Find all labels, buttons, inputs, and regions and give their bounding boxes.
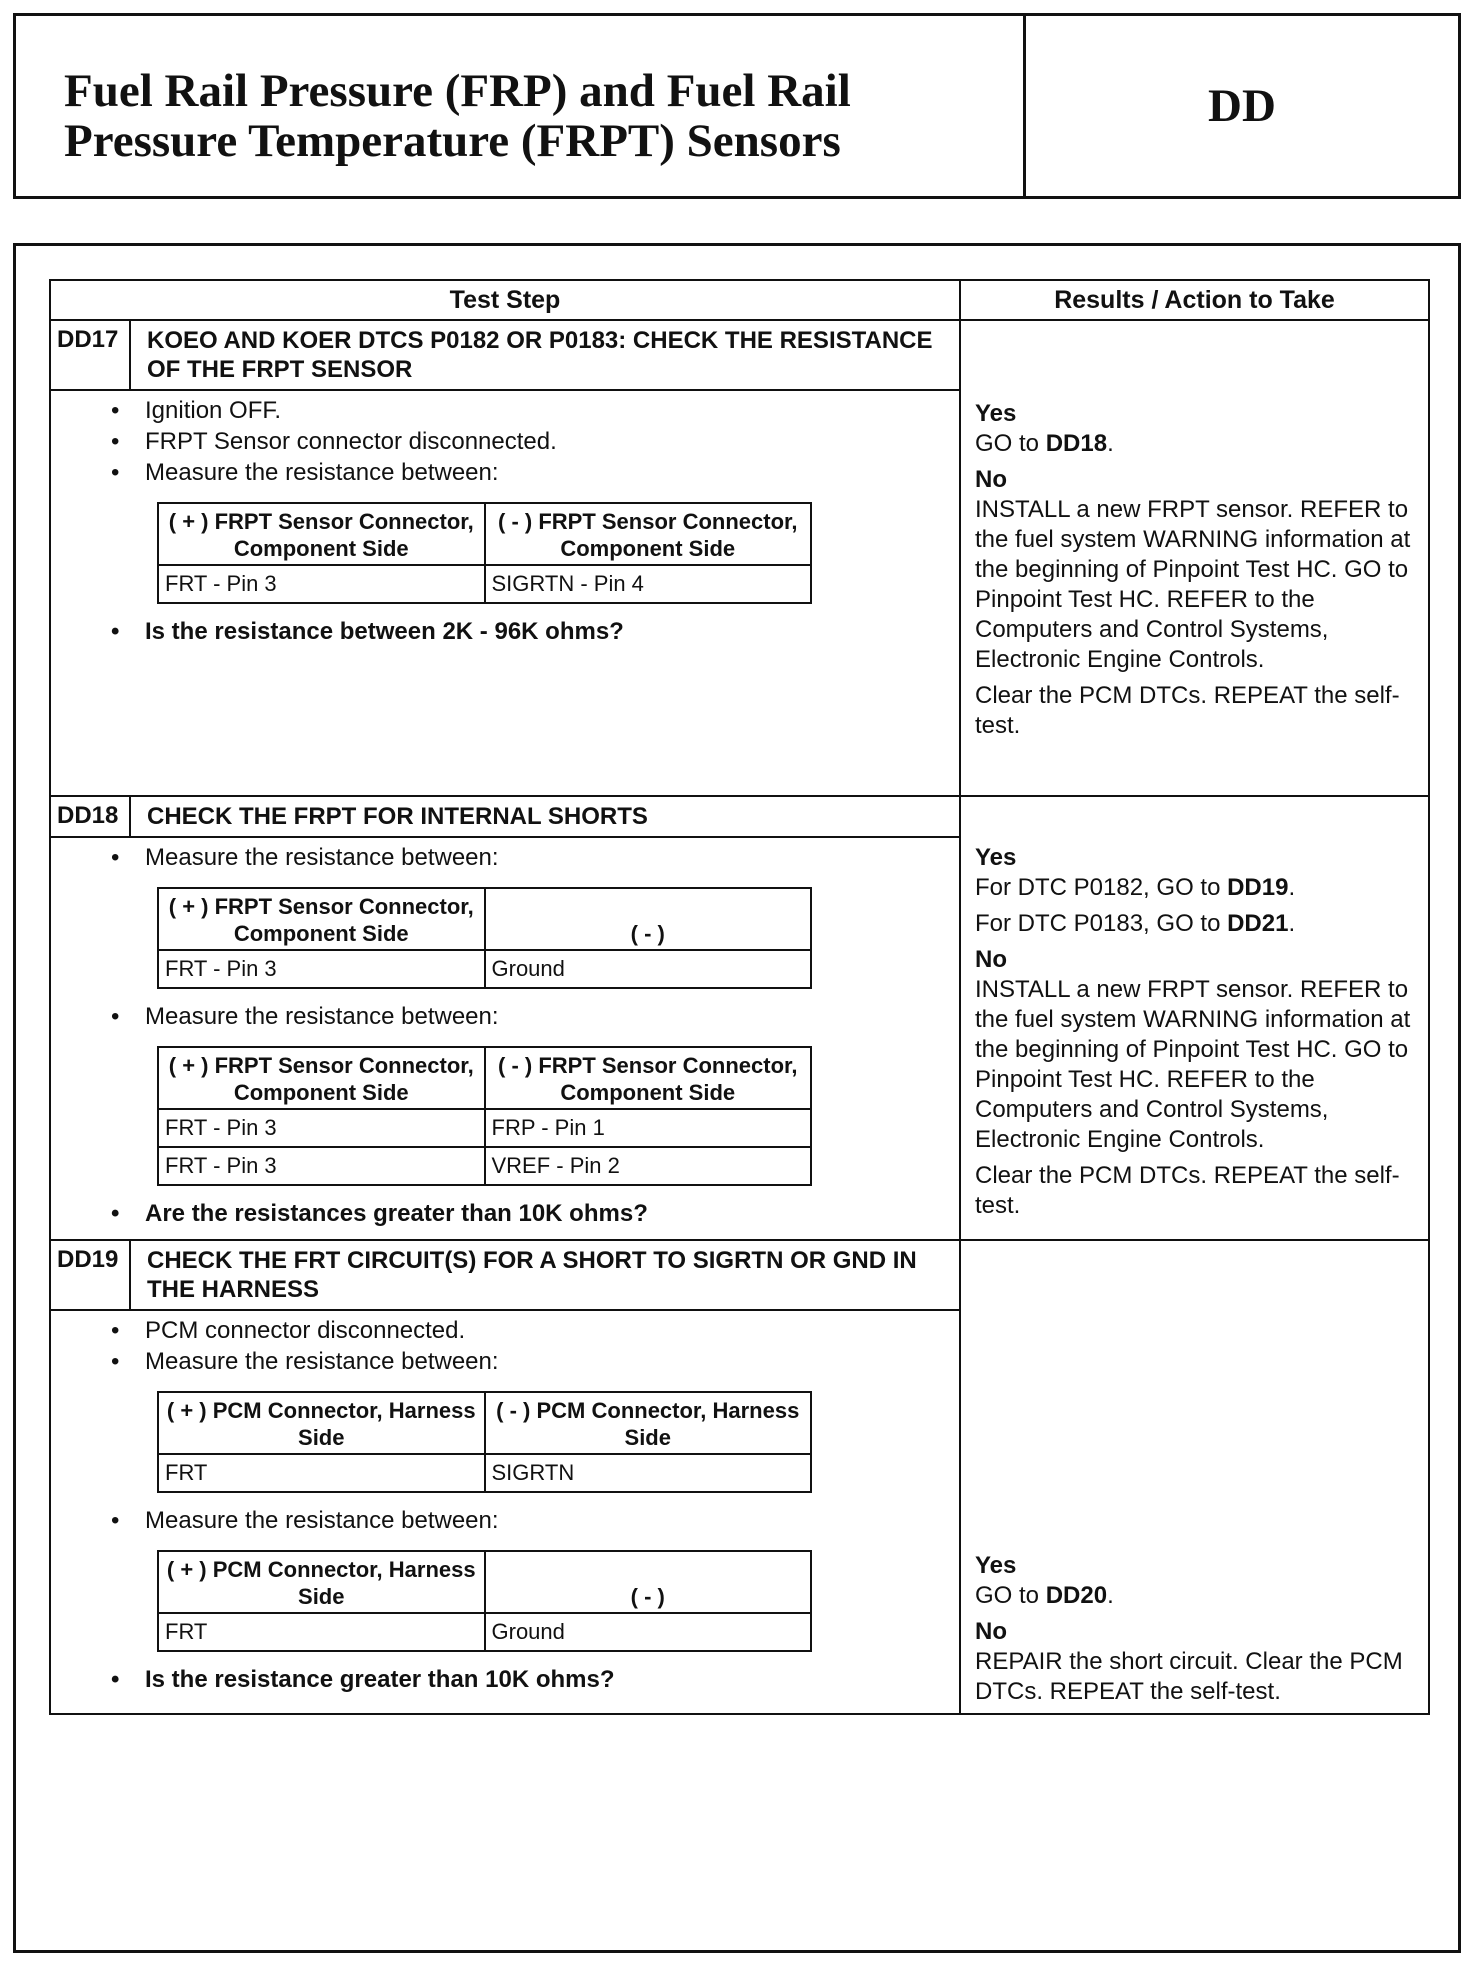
yes-text: GO to bbox=[975, 1582, 1040, 1609]
negative-header: ( - ) FRPT Sensor Connector, Component Side bbox=[485, 1047, 812, 1109]
goto-link[interactable]: DD19 bbox=[1227, 874, 1289, 901]
yes-label: Yes bbox=[975, 1552, 1017, 1579]
table-row bbox=[158, 950, 811, 988]
step-cell bbox=[50, 796, 960, 1240]
table-row bbox=[158, 1147, 811, 1185]
no-label: No bbox=[975, 1618, 1007, 1645]
step-title-row bbox=[51, 1241, 959, 1311]
yes-label: Yes bbox=[975, 844, 1017, 871]
negative-header: ( - ) bbox=[485, 888, 812, 950]
results-cell: Yes GO to DD20. No REPAIR the short circuit. Clear the PCM DTCs. REPEAT the self-test. bbox=[960, 1240, 1429, 1714]
table-cell: VREF - Pin 2 bbox=[485, 1147, 812, 1185]
question: • Is the resistance greater than 10K ohms? bbox=[145, 1664, 959, 1695]
table-cell: SIGRTN bbox=[485, 1454, 812, 1492]
table-row bbox=[158, 565, 811, 603]
step-title: CHECK THE FRPT FOR INTERNAL SHORTS bbox=[147, 803, 648, 830]
positive-header: ( + ) PCM Connector, Harness Side bbox=[158, 1551, 485, 1613]
step-title: CHECK THE FRT CIRCUIT(S) FOR A SHORT TO SIGRTN OR GND IN THE HARNESS bbox=[147, 1247, 917, 1303]
page-title bbox=[16, 16, 1026, 196]
table-header-row bbox=[50, 280, 1429, 320]
table-cell: Ground bbox=[485, 950, 812, 988]
yes-text: GO to bbox=[975, 430, 1040, 457]
goto-link[interactable]: DD21 bbox=[1227, 910, 1289, 937]
positive-header: ( + ) FRPT Sensor Connector, Component Side bbox=[158, 1047, 485, 1109]
measurement-table bbox=[157, 887, 812, 989]
results-cell: Yes For DTC P0182, GO to DD19. For DTC P0183, GO to DD21. No INSTALL a new FRPT sensor. REFER to the fuel system WARNING information at the beginning of Pinpoint Test HC. GO to Pinpoint Test HC. REFER to the Computers and Control Systems, Electronic Engine Controls. Clear the PCM DTCs. REPEAT the self-test. bbox=[960, 796, 1429, 1240]
step-title-row bbox=[51, 797, 959, 838]
table-cell: FRT - Pin 3 bbox=[158, 565, 485, 603]
title-line-1: Fuel Rail Pressure (FRP) and Fuel Rail bbox=[64, 65, 851, 117]
list-item: • Measure the resistance between: bbox=[145, 1505, 959, 1536]
table-cell: FRT bbox=[158, 1454, 485, 1492]
table-cell: SIGRTN - Pin 4 bbox=[485, 565, 812, 603]
list-item: • Measure the resistance between: bbox=[145, 842, 959, 873]
table-cell: FRT - Pin 3 bbox=[158, 1109, 485, 1147]
step-row-dd19 bbox=[50, 1240, 1429, 1714]
list-item: • Measure the resistance between: bbox=[145, 1346, 959, 1377]
yes-text: For DTC P0183, GO to bbox=[975, 910, 1221, 937]
no-text: INSTALL a new FRPT sensor. REFER to the fuel system WARNING information at the beginning of Pinpoint Test HC. GO to Pinpoint Test HC. REFER to the Computers and Control Systems, Electronic Engine Controls. bbox=[975, 496, 1411, 673]
list-item: • PCM connector disconnected. bbox=[145, 1315, 959, 1346]
measurement-table bbox=[157, 1391, 812, 1493]
step-body bbox=[51, 391, 959, 657]
table-row bbox=[158, 1613, 811, 1651]
goto-link[interactable]: DD18 bbox=[1045, 430, 1108, 457]
positive-header: ( + ) PCM Connector, Harness Side bbox=[158, 1392, 485, 1454]
step-title-row bbox=[51, 321, 959, 391]
step-body bbox=[51, 1311, 959, 1705]
no-text: REPAIR the short circuit. Clear the PCM DTCs. REPEAT the self-test. bbox=[975, 1648, 1403, 1705]
negative-header: ( - ) bbox=[485, 1551, 812, 1613]
table-row bbox=[158, 1454, 811, 1492]
list-item: • Ignition OFF. bbox=[145, 395, 959, 426]
section-code: DD bbox=[1208, 80, 1276, 132]
positive-header: ( + ) FRPT Sensor Connector, Component Side bbox=[158, 888, 485, 950]
yes-text: For DTC P0182, GO to bbox=[975, 874, 1221, 901]
negative-header: ( - ) PCM Connector, Harness Side bbox=[485, 1392, 812, 1454]
col-test-step: Test Step bbox=[50, 280, 960, 320]
list-item: • Measure the resistance between: bbox=[145, 1001, 959, 1032]
yes-label: Yes bbox=[975, 400, 1017, 427]
no-label: No bbox=[975, 466, 1007, 493]
no-label: No bbox=[975, 946, 1007, 973]
measurement-table bbox=[157, 1046, 812, 1186]
step-title: KOEO AND KOER DTCS P0182 OR P0183: CHECK THE RESISTANCE OF THE FRPT SENSOR bbox=[147, 327, 933, 383]
step-cell bbox=[50, 320, 960, 796]
step-cell bbox=[50, 1240, 960, 1714]
title-line-2: Pressure Temperature (FRPT) Sensors bbox=[64, 115, 841, 167]
measurement-table bbox=[157, 502, 812, 604]
pinpoint-test-table bbox=[49, 279, 1430, 1715]
table-cell: FRT - Pin 3 bbox=[158, 1147, 485, 1185]
measurement-table bbox=[157, 1550, 812, 1652]
table-cell: FRT bbox=[158, 1613, 485, 1651]
goto-link[interactable]: DD20 bbox=[1045, 1582, 1108, 1609]
results-cell: Yes GO to DD18. No INSTALL a new FRPT sensor. REFER to the fuel system WARNING information at the beginning of Pinpoint Test HC. GO to Pinpoint Test HC. REFER to the Computers and Control Systems, Electronic Engine Controls. Clear the PCM DTCs. REPEAT the self-test. bbox=[960, 320, 1429, 796]
step-row-dd18 bbox=[50, 796, 1429, 1240]
negative-header: ( - ) FRPT Sensor Connector, Component Side bbox=[485, 503, 812, 565]
positive-header: ( + ) FRPT Sensor Connector, Component Side bbox=[158, 503, 485, 565]
table-row bbox=[158, 1109, 811, 1147]
table-cell: FRT - Pin 3 bbox=[158, 950, 485, 988]
step-code: DD18 bbox=[51, 797, 131, 836]
col-results: Results / Action to Take bbox=[960, 280, 1429, 320]
page-header bbox=[13, 13, 1461, 199]
table-cell: FRP - Pin 1 bbox=[485, 1109, 812, 1147]
step-code: DD17 bbox=[51, 321, 131, 389]
clear-text: Clear the PCM DTCs. REPEAT the self-test. bbox=[975, 682, 1400, 739]
no-text: INSTALL a new FRPT sensor. REFER to the fuel system WARNING information at the beginning of Pinpoint Test HC. GO to Pinpoint Test HC. REFER to the Computers and Control Systems, Electronic Engine Controls. bbox=[975, 976, 1411, 1153]
list-item: • FRPT Sensor connector disconnected. bbox=[145, 426, 959, 457]
step-code: DD19 bbox=[51, 1241, 131, 1309]
step-row-dd17 bbox=[50, 320, 1429, 796]
step-body bbox=[51, 838, 959, 1239]
list-item: • Measure the resistance between: bbox=[145, 457, 959, 488]
question: • Is the resistance between 2K - 96K ohms? bbox=[145, 616, 959, 647]
table-cell: Ground bbox=[485, 1613, 812, 1651]
question: • Are the resistances greater than 10K ohms? bbox=[145, 1198, 959, 1229]
clear-text: Clear the PCM DTCs. REPEAT the self-test. bbox=[975, 1162, 1400, 1219]
content-frame bbox=[13, 243, 1461, 1953]
